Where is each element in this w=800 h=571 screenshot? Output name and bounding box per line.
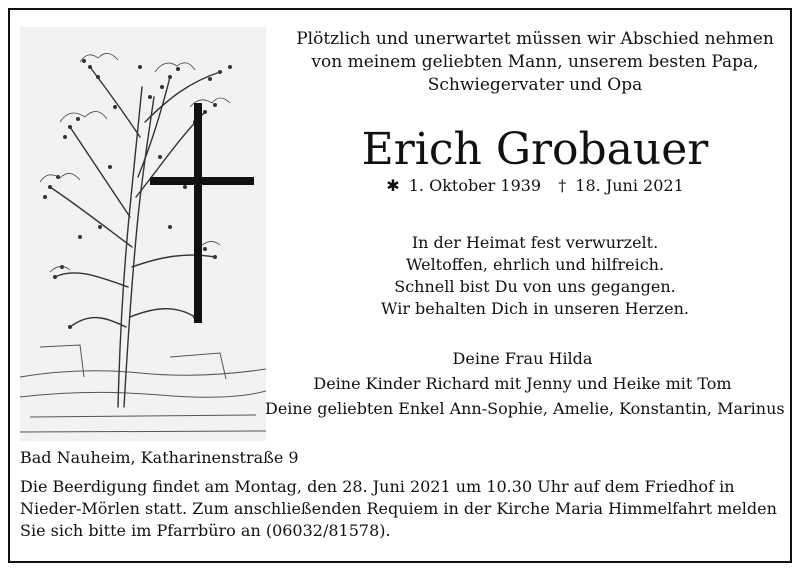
- poem-line: Wir behalten Dich in unseren Herzen.: [381, 299, 689, 318]
- funeral-info: [20, 476, 780, 542]
- life-dates: [290, 176, 780, 196]
- tree-sketch-image: [20, 27, 266, 441]
- intro-text: [290, 28, 780, 97]
- death-cross-icon: †: [558, 176, 567, 195]
- death-date: 18. Juni 2021: [575, 176, 684, 195]
- mourners-list: [265, 346, 785, 421]
- deceased-name: Erich Grobauer: [361, 124, 709, 175]
- intro-line: Plötzlich und unerwartet müssen wir Abschied nehmen: [296, 29, 774, 49]
- birth-date-group: [386, 176, 546, 195]
- address: Bad Nauheim, Katharinenstraße 9: [20, 448, 299, 467]
- intro-line: von meinem geliebten Mann, unserem besten Papa,: [311, 52, 759, 72]
- poem: [290, 232, 780, 320]
- poem-line: Schnell bist Du von uns gegangen.: [394, 277, 676, 296]
- birth-star-icon: ✱: [386, 176, 400, 195]
- poem-line: In der Heimat fest verwurzelt.: [411, 233, 659, 252]
- tree-sketch-illustration: [20, 27, 266, 441]
- funeral-line: Sie sich bitte im Pfarrbüro an (06032/81578).: [20, 521, 391, 540]
- poem-line: Weltoffen, ehrlich und hilfreich.: [405, 255, 665, 274]
- birth-date: 1. Oktober 1939: [408, 176, 542, 195]
- mourner-line: Deine Kinder Richard mit Jenny und Heike mit Tom: [313, 374, 732, 393]
- death-date-group: [558, 176, 684, 195]
- intro-line: Schwiegervater und Opa: [427, 75, 643, 95]
- funeral-line: Nieder-Mörlen statt. Zum anschließenden Requiem in der Kirche Maria Himmelfahrt melden: [20, 499, 777, 518]
- mourner-line: Deine Frau Hilda: [452, 349, 593, 368]
- funeral-line: Die Beerdigung findet am Montag, den 28. Juni 2021 um 10.30 Uhr auf dem Friedhof in: [20, 477, 735, 496]
- mourner-line: Deine geliebten Enkel Ann-Sophie, Amelie, Konstantin, Marinus: [265, 399, 785, 418]
